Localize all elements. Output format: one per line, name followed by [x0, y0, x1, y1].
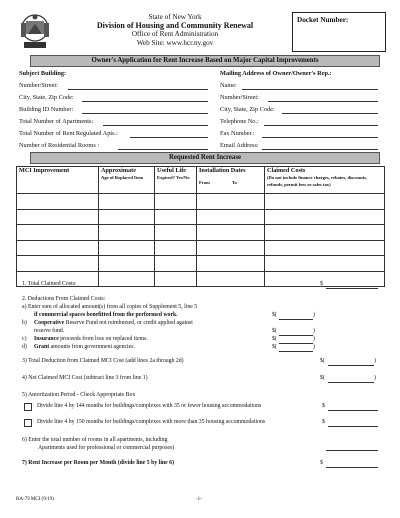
mail-city-label: City, State, Zip Code: — [220, 106, 275, 113]
col-to: To — [231, 180, 237, 185]
line-7-field[interactable] — [326, 467, 378, 468]
line-2b-label-cont: reserve fund. — [34, 328, 65, 334]
line-3-close: ) — [374, 358, 376, 364]
line-4-field[interactable] — [328, 382, 374, 383]
line-2d-field[interactable] — [279, 351, 313, 352]
line-2b-close: ) — [313, 328, 315, 334]
rent-regulated-field[interactable] — [130, 137, 208, 138]
col-useful-life: Useful Life Expired? Yes/No — [155, 167, 197, 194]
line-7-dollar: $ — [320, 460, 323, 466]
line-6-field[interactable] — [326, 450, 378, 451]
total-apartments-field[interactable] — [103, 125, 208, 126]
line-1-label: 1. Total Claimed Costs: — [22, 281, 77, 287]
line-3-dollar: $( — [320, 358, 325, 364]
line-2a-label: a) Enter sum of allocated amount(s) from all copies of Supplement 5, line 5 — [22, 304, 198, 310]
mail-name-label: Name: — [220, 82, 237, 89]
table-header-row — [17, 167, 385, 194]
line-7-label: 7) Rent Increase per Room per Month (divide line 5 by line 6) — [22, 460, 175, 466]
line-1-dollar: $ — [320, 281, 323, 287]
subject-city-field[interactable] — [82, 101, 208, 102]
line-2c-letter: c) — [22, 336, 27, 342]
requested-heading: Requested Rent Increase — [30, 152, 380, 164]
email-field[interactable] — [262, 149, 378, 150]
residential-rooms-field[interactable] — [118, 149, 208, 150]
table-row — [17, 256, 385, 272]
fax-label: Fax Number.: — [220, 130, 255, 137]
form-id: RA-79 MCI (9/19) — [16, 497, 54, 502]
option-150-label: Divide line 4 by 150 months for buildings/complexes with more than 35 housing accommodations — [37, 419, 266, 425]
line-5-label: 5) Amortization Period - Check Appropriate Box — [22, 392, 136, 398]
option-144-dollar: $ — [322, 403, 325, 409]
mailing-heading: Mailing Address of Owner/Owner's Rep.: — [220, 70, 332, 77]
office-name: Office of Rent Administration — [131, 30, 219, 39]
option-150-dollar: $ — [322, 419, 325, 425]
agency-header — [60, 13, 290, 47]
line-2b-dollar: $( — [272, 328, 277, 334]
state-name: State of New York — [148, 13, 202, 21]
mail-name-field[interactable] — [242, 89, 378, 90]
line-2d-close: ) — [313, 344, 315, 350]
building-id-field[interactable] — [82, 113, 208, 114]
line-3-field[interactable] — [328, 365, 374, 366]
line-2c-field[interactable] — [279, 343, 313, 344]
line-6-label-cont: Apartments used for professional or commercial purposes) — [38, 445, 175, 451]
line-6-label: 6) Enter the total number of rooms in all apartments, including — [22, 437, 168, 443]
telephone-label: Telephone No.: — [220, 118, 259, 125]
mail-street-label: Number/Street: — [220, 94, 259, 101]
line-4-label: 4) Net Claimed MCI Cost (subtract line 3 from line 1) — [22, 375, 148, 381]
docket-label: Docket Number: — [297, 16, 349, 24]
line-2a-close: ) — [313, 312, 315, 318]
state-seal-icon — [18, 12, 52, 52]
col-claimed-costs-sub: (Do not include finance charges, rebates, discounts, refunds, permit fees or sales tax) — [267, 175, 368, 187]
table-row — [17, 225, 385, 241]
line-2d-label: Grant amounts from government agencies. — [34, 344, 135, 350]
line-2c-dollar: $( — [272, 336, 277, 342]
mail-city-field[interactable] — [282, 113, 378, 114]
col-installation-dates: Installation Dates From To — [197, 167, 265, 194]
col-claimed-costs: Claimed Costs (Do not include finance charges, rebates, discounts, refunds, permit fees or sales tax) — [265, 167, 385, 194]
improvement-table — [16, 166, 385, 287]
form-title: Owner's Application for Rent Increase Based on Major Capital Improvements — [30, 55, 380, 67]
line-2b-field[interactable] — [279, 335, 313, 336]
building-id-label: Building ID Number: — [19, 106, 74, 113]
total-apartments-label: Total Number of Apartments: — [19, 118, 94, 125]
option-144-field[interactable] — [328, 410, 378, 411]
division-name: Division of Housing and Community Renewal — [96, 20, 254, 30]
col-useful-life-sub: Expired? Yes/No — [157, 175, 190, 180]
line-2a-dollar: $( — [272, 312, 277, 318]
table-row — [17, 194, 385, 210]
line-2c-label: Insurance proceeds from loss on replaced items. — [34, 336, 148, 342]
table-row — [17, 240, 385, 256]
subject-number-street-field[interactable] — [68, 89, 208, 90]
page-number: -1- — [196, 497, 202, 502]
residential-rooms-label: Number of Residential Rooms : — [19, 142, 100, 149]
website: Web Site: www.hcr.ny.gov — [136, 38, 214, 47]
col-mci-improvement: MCI Improvement — [17, 167, 99, 194]
telephone-field[interactable] — [264, 125, 378, 126]
option-144-checkbox[interactable] — [24, 403, 32, 411]
line-4-dollar: $( — [320, 375, 325, 381]
subject-number-street-label: Number/Street: — [19, 82, 58, 89]
email-label: Email Address: — [220, 142, 259, 149]
line-2b-label: Cooperative Reserve Fund not reimbursed, or credit applied against — [34, 320, 193, 326]
rent-regulated-label: Total Number of Rent Regulated Apts.: — [19, 130, 118, 137]
line-2c-close: ) — [313, 336, 315, 342]
table-row — [17, 209, 385, 225]
option-150-checkbox[interactable] — [24, 419, 32, 427]
col-approximate-age-sub: Age of Replaced Item — [101, 175, 144, 180]
line-3-label: 3) Total Deduction from Claimed MCI Cost (add lines 2a through 2d) — [22, 358, 184, 364]
col-from: From — [199, 180, 210, 185]
option-144-label: Divide line 4 by 144 months for buildings/complexes with 35 or fewer housing accommodations — [37, 403, 262, 409]
line-2d-letter: d) — [22, 344, 27, 350]
fax-field[interactable] — [262, 137, 378, 138]
line-1-field[interactable] — [326, 288, 378, 289]
option-150-field[interactable] — [328, 426, 378, 427]
line-2a-field[interactable] — [279, 319, 313, 320]
line-2a-label-cont: if commercial spaces benefitted from the performed work. — [34, 312, 178, 318]
col-approximate-age: Approximate Age of Replaced Item — [99, 167, 155, 194]
subject-building-heading: Subject Building: — [19, 70, 67, 77]
line-2d-dollar: $( — [272, 344, 277, 350]
line-2-label: 2. Deductions From Claimed Costs: — [22, 296, 106, 302]
subject-city-label: City, State, Zip Code: — [19, 94, 74, 101]
line-2b-letter: b) — [22, 320, 27, 326]
line-4-close: ) — [374, 375, 376, 381]
mail-street-field[interactable] — [268, 101, 378, 102]
docket-number-field[interactable] — [292, 12, 386, 52]
